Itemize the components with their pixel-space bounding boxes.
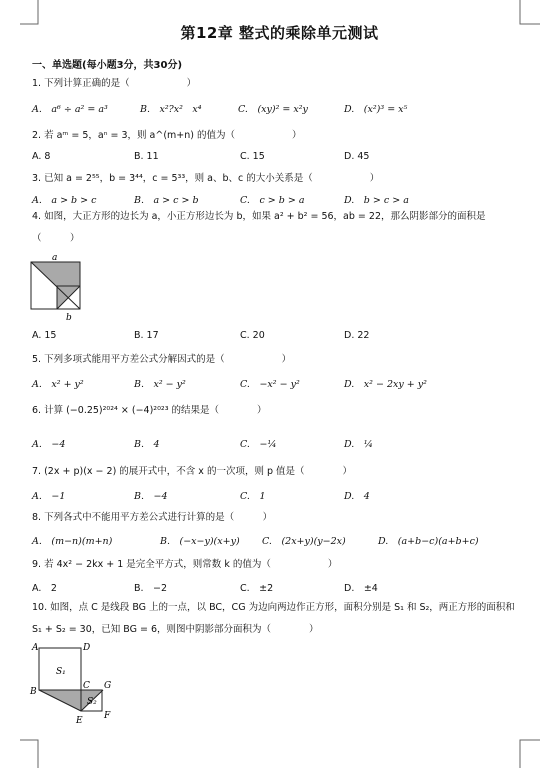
q2-option-d: D. 45 [344,151,370,162]
question-2: 2. 若 aᵐ = 5，aⁿ = 3，则 a^(m+n) 的值为（ ） [32,130,302,141]
q8-option-b: B. (−x−y)(x+y) [160,536,240,547]
question-9: 9. 若 4x² − 2kx + 1 是完全平方式，则常数 k 的值为（ ） [32,559,338,570]
question-7: 7. (2x + p)(x − 2) 的展开式中，不含 x 的一次项，则 p 值是（ ） [32,466,353,477]
q8-option-c: C. (2x+y)(y−2x) [262,536,346,547]
crop-mark-bottom-right [518,732,540,768]
q6-option-d: D. ¼ [344,439,374,450]
q4-option-b: B. 17 [134,330,159,341]
q8-option-a: A. (m−n)(m+n) [32,536,113,547]
q5-option-c: C. −x² − y² [240,379,300,390]
q4-option-a: A. 15 [32,330,57,341]
q8-option-d: D. (a+b−c)(a+b+c) [378,536,479,547]
q5-option-d: D. x² − 2xy + y² [344,379,427,390]
crop-mark-bottom-left [20,732,40,768]
figure2-label-A: A [32,643,39,653]
figure-two-squares [28,640,128,728]
figure1-label-b: b [66,313,72,323]
q6-option-a: A. −4 [32,439,66,450]
q7-option-a: A. −1 [32,491,66,502]
figure2-label-S2: S₂ [87,697,97,707]
figure2-label-E: E [76,716,83,726]
q9-option-a: A. 2 [32,583,57,594]
q9-option-c: C. ±2 [240,583,274,594]
question-8: 8. 下列各式中不能用平方差公式进行计算的是（ ） [32,512,273,523]
figure1-label-a: a [52,253,58,263]
q6-option-b: B. 4 [134,439,160,450]
q7-option-c: C. 1 [240,491,266,502]
figure2-label-B: B [30,687,37,697]
q1-option-c: C. (xy)² = x²y [238,104,308,115]
q4-option-d: D. 22 [344,330,370,341]
q9-option-b: B. −2 [134,583,168,594]
page-title: 第12章 整式的乘除单元测试 [180,24,379,42]
q4-option-c: C. 20 [240,330,265,341]
figure2-label-G: G [104,681,112,691]
q5-option-b: B. x² − y² [134,379,186,390]
q1-option-b: B. x²?x² x⁴ [140,104,202,115]
q2-option-c: C. 15 [240,151,265,162]
q3-option-c: C. c > b > a [240,195,305,206]
q3-option-a: A. a > b > c [32,195,97,206]
q2-option-b: B. 11 [134,151,159,162]
q1-option-a: A. a⁶ ÷ a² = a³ [32,104,108,115]
q3-option-b: B. a > c > b [134,195,199,206]
q3-option-d: D. b > c > a [344,195,409,206]
question-10: 10. 如图，点 C 是线段 BG 上的一点，以 BC，CG 为边向两边作正方形，面积分别是 S₁ 和 S₂，两正方形的面积和 S₁ + S₂ = 30，已知 BG = 6，则图中阴影部分面积为（ ） [32,602,515,635]
figure2-label-S1: S₁ [56,667,66,677]
question-6: 6. 计算 (−0.25)²⁰²⁴ × (−4)²⁰²³ 的结果是（ ） [32,405,267,416]
question-1: 1. 下列计算正确的是（ ） [32,78,197,89]
question-5: 5. 下列多项式能用平方差公式分解因式的是（ ） [32,354,292,365]
figure2-label-F: F [104,711,111,721]
question-4: 4. 如图，大正方形的边长为 a，小正方形边长为 b，如果 a² + b² = 56，ab = 22，那么阴影部分的面积是（ ） [32,211,486,244]
figure2-label-D: D [83,643,91,653]
figure2-label-C: C [83,681,90,691]
q7-option-b: B. −4 [134,491,168,502]
q5-option-a: A. x² + y² [32,379,84,390]
section-heading: 一、单选题(每小题3分，共30分) [32,60,183,71]
q9-option-d: D. ±4 [344,583,378,594]
q1-option-d: D. (x²)³ = x⁵ [344,104,408,115]
q2-option-a: A. 8 [32,151,51,162]
figure-squares [28,252,88,324]
question-3: 3. 已知 a = 2⁵⁵，b = 3⁴⁴，c = 5³³，则 a、b、c 的大小关系是（ ） [32,173,380,184]
q7-option-d: D. 4 [344,491,370,502]
q6-option-c: C. −¼ [240,439,277,450]
